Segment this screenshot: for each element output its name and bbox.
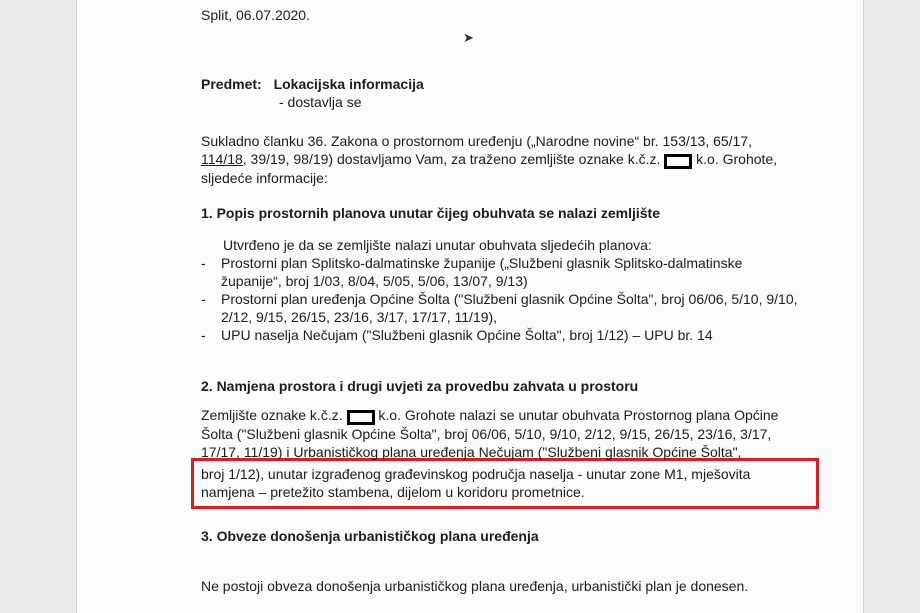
section1-list	[201, 254, 821, 344]
section3-text: Ne postoji obveza donošenja urbanističkog plana uređenja, urbanistički plan je donesen.	[201, 578, 749, 594]
list-item: - UPU naselja Nečujam ("Službeni glasnik Općine Šolta", broj 1/12) – UPU br. 14	[201, 326, 821, 344]
list-item: - Prostorni plan uređenja Općine Šolta ("Službeni glasnik Općine Šolta", broj 06/06, 5/10, 9/10, 2/12, 9/15, 26/15, 23/16, 3/17, 17/17, 11/19),	[201, 290, 821, 326]
redacted-parcel	[664, 154, 692, 169]
section3-heading: 3. Obveze donošenja urbanističkog plana uređenja	[201, 528, 539, 544]
subject-block	[201, 75, 821, 93]
intro-line-3: sljedeće informacije:	[201, 170, 328, 186]
subject-label: Predmet:	[201, 76, 262, 92]
section2-text-b: k.o. Grohote nalazi se unutar obuhvata Prostornog plana Općine	[374, 407, 779, 423]
section2-line: broj 1/12), unutar izgrađenog građevinskog područja naselja - unutar zone M1, mješovita	[201, 466, 751, 482]
section1-lead: Utvrđeno je da se zemljište nalazi unutar obuhvata sljedećih planova:	[223, 237, 652, 253]
place-date: Split, 06.07.2020.	[201, 7, 310, 23]
section2-paragraph	[201, 406, 821, 501]
section2-text-a: Zemljište oznake k.č.z.	[201, 407, 343, 423]
intro-text-2: , 39/19, 98/19) dostavljamo Vam, za traženo zemljište oznake k.č.z.	[242, 151, 661, 167]
list-item-line: 2/12, 9/15, 26/15, 23/16, 3/17, 17/17, 11/19),	[221, 309, 498, 325]
intro-text-3: k.o. Grohote,	[692, 151, 778, 167]
document-page	[76, 0, 864, 613]
intro-line-1: Sukladno članku 36. Zakona o prostornom uređenju („Narodne novine“ br. 153/13, 65/17,	[201, 133, 753, 149]
section1-heading: 1. Popis prostornih planova unutar čijeg obuhvata se nalazi zemljište	[201, 205, 660, 221]
list-item-line: Prostorni plan uređenja Općine Šolta ("Službeni glasnik Općine Šolta", broj 06/06, 5/10, 9/10,	[221, 291, 798, 307]
subject-subtitle: - dostavlja se	[279, 94, 362, 110]
list-item-line: Prostorni plan Splitsko-dalmatinske županije („Službeni glasnik Splitsko-dalmatinske	[221, 255, 743, 271]
list-item-line: UPU naselja Nečujam ("Službeni glasnik Općine Šolta", broj 1/12) – UPU br. 14	[221, 327, 713, 343]
list-item-line: županije“, broj 1/03, 8/04, 5/05, 5/06, 13/07, 9/13)	[221, 273, 528, 289]
section2-line-1	[201, 406, 821, 425]
section2-heading: 2. Namjena prostora i drugi uvjeti za provedbu zahvata u prostoru	[201, 378, 639, 394]
section2-line: namjena – pretežito stambena, dijelom u koridoru prometnice.	[201, 484, 585, 500]
intro-paragraph	[201, 132, 821, 187]
list-item: - Prostorni plan Splitsko-dalmatinske županije („Službeni glasnik Splitsko-dalmatinske županije“, broj 1/03, 8/04, 5/05, 5/06, 13/07, 9/13)	[201, 254, 821, 290]
redacted-parcel-2	[347, 410, 375, 425]
section2-line: 17/17, 11/19) i Urbanističkog plana uređenja Nečujam ("Službeni glasnik Općine Šolta",	[201, 444, 742, 460]
law-link[interactable]: 114/18	[201, 151, 243, 167]
intro-line-2	[201, 150, 821, 169]
section2-line: Šolta ("Službeni glasnik Općine Šolta", broj 06/06, 5/10, 9/10, 2/12, 9/15, 26/15, 23/16, 3/17,	[201, 426, 772, 442]
subject-title: Lokacijska informacija	[273, 76, 424, 92]
cursor-arrow-icon: ➤	[463, 30, 474, 45]
